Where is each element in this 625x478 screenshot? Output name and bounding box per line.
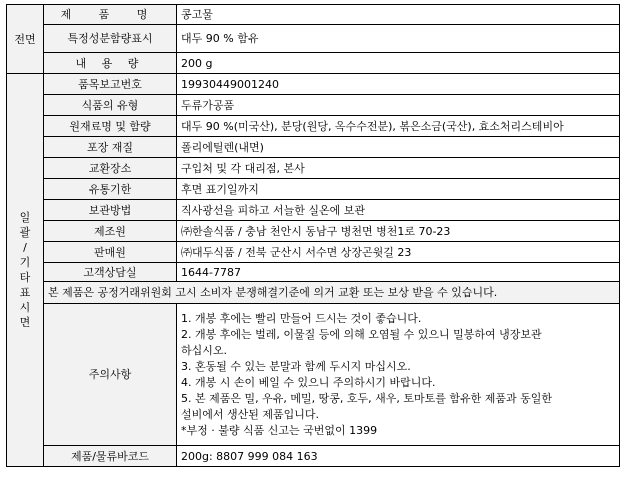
- value-barcode: 200g: 8807 999 084 163: [177, 446, 620, 467]
- label-manufacturer: 제조원: [44, 221, 177, 242]
- caution-line: 5. 본 제품은 밀, 우유, 메밀, 땅콩, 호두, 새우, 토마토를 함유한 제품과 동일한: [181, 391, 552, 405]
- label-product-name: 제 품 명: [44, 5, 177, 25]
- value-food-type: 두류가공품: [177, 95, 620, 116]
- section-general-char: 일: [19, 211, 31, 224]
- label-food-type: 식품의 유형: [44, 95, 177, 116]
- value-ingredient-content: 대두 90 % 함유: [177, 25, 620, 53]
- value-exchange-place: 구입처 및 각 대리점, 본사: [177, 158, 620, 179]
- label-ingredients: 원재료명 및 함량: [44, 116, 177, 137]
- section-general-char: 괄: [19, 226, 31, 239]
- label-net-content: 내 용 량: [44, 53, 177, 74]
- row-exchange-place: [7, 158, 620, 179]
- section-general-char: 시: [19, 301, 31, 314]
- caution-line: 설비에서 생산된 제품입니다.: [181, 407, 320, 421]
- row-food-type: [7, 95, 620, 116]
- row-manufacturer: [7, 221, 620, 242]
- section-general-char: /: [23, 241, 27, 254]
- value-cautions: [177, 304, 620, 446]
- label-barcode: 제품/물류바코드: [44, 446, 177, 467]
- section-general-char: 기: [19, 256, 31, 269]
- caution-line: 3. 혼동될 수 있는 분말과 함께 두시지 마십시오.: [181, 359, 411, 373]
- section-general-char: 타: [19, 271, 31, 284]
- row-packaging: [7, 137, 620, 158]
- section-general-label: [7, 74, 44, 467]
- caution-line: 하십시오.: [181, 343, 228, 357]
- row-cautions: [7, 304, 620, 446]
- value-manufacturer: ㈜한솔식품 / 충남 천안시 동남구 병천면 병천1로 70-23: [177, 221, 620, 242]
- value-storage: 직사광선을 피하고 서늘한 실온에 보관: [177, 200, 620, 221]
- label-ingredient-content: 특정성분함량표시: [44, 25, 177, 53]
- row-customer-service: [7, 263, 620, 282]
- value-packaging: 폴리에틸렌(내면): [177, 137, 620, 158]
- value-customer-service: 1644-7787: [177, 263, 620, 282]
- caution-line: 2. 개봉 후에는 벌레, 이물질 등에 의해 오염될 수 있으니 밀봉하여 냉장보관: [181, 327, 542, 341]
- value-expiry: 후면 표기일까지: [177, 179, 620, 200]
- row-net-content: [7, 53, 620, 74]
- value-product-name: 콩고물: [177, 5, 620, 25]
- label-info-sheet: [6, 4, 619, 474]
- consumer-notice: 본 제품은 공정거래위원회 고시 소비자 분쟁해결기준에 의거 교환 또는 보상 받을 수 있습니다.: [44, 282, 620, 304]
- label-exchange-place: 교환장소: [44, 158, 177, 179]
- value-net-content: 200 g: [177, 53, 620, 74]
- value-report-number: 19930449001240: [177, 74, 620, 95]
- label-packaging: 포장 재질: [44, 137, 177, 158]
- label-cautions: 주의사항: [44, 304, 177, 446]
- row-expiry: [7, 179, 620, 200]
- section-general-char: 면: [19, 316, 31, 329]
- label-expiry: 유통기한: [44, 179, 177, 200]
- value-ingredients: 대두 90 %(미국산), 분당(원당, 옥수수전분), 볶은소금(국산), 효소처리스테비아: [177, 116, 620, 137]
- label-report-number: 품목보고번호: [44, 74, 177, 95]
- label-storage: 보관방법: [44, 200, 177, 221]
- row-distributor: [7, 242, 620, 263]
- caution-line: 4. 개봉 시 손이 베일 수 있으니 주의하시기 바랍니다.: [181, 375, 436, 389]
- row-storage: [7, 200, 620, 221]
- row-barcode: [7, 446, 620, 467]
- section-general-char: 표: [19, 286, 31, 299]
- caution-line: *부정 · 불량 식품 신고는 국번없이 1399: [181, 423, 378, 437]
- row-ingredient-content: [7, 25, 620, 53]
- row-report-number: [7, 74, 620, 95]
- label-customer-service: 고객상담실: [44, 263, 177, 282]
- caution-line: 1. 개봉 후에는 빨리 만들어 드시는 것이 좋습니다.: [181, 311, 422, 325]
- label-info-table: [6, 4, 620, 467]
- row-product-name: [7, 5, 620, 25]
- row-notice: [7, 282, 620, 304]
- section-front-label: 전면: [7, 5, 44, 74]
- label-distributor: 판매원: [44, 242, 177, 263]
- value-distributor: ㈜대두식품 / 전북 군산시 서수면 상장곤윗길 23: [177, 242, 620, 263]
- row-ingredients: [7, 116, 620, 137]
